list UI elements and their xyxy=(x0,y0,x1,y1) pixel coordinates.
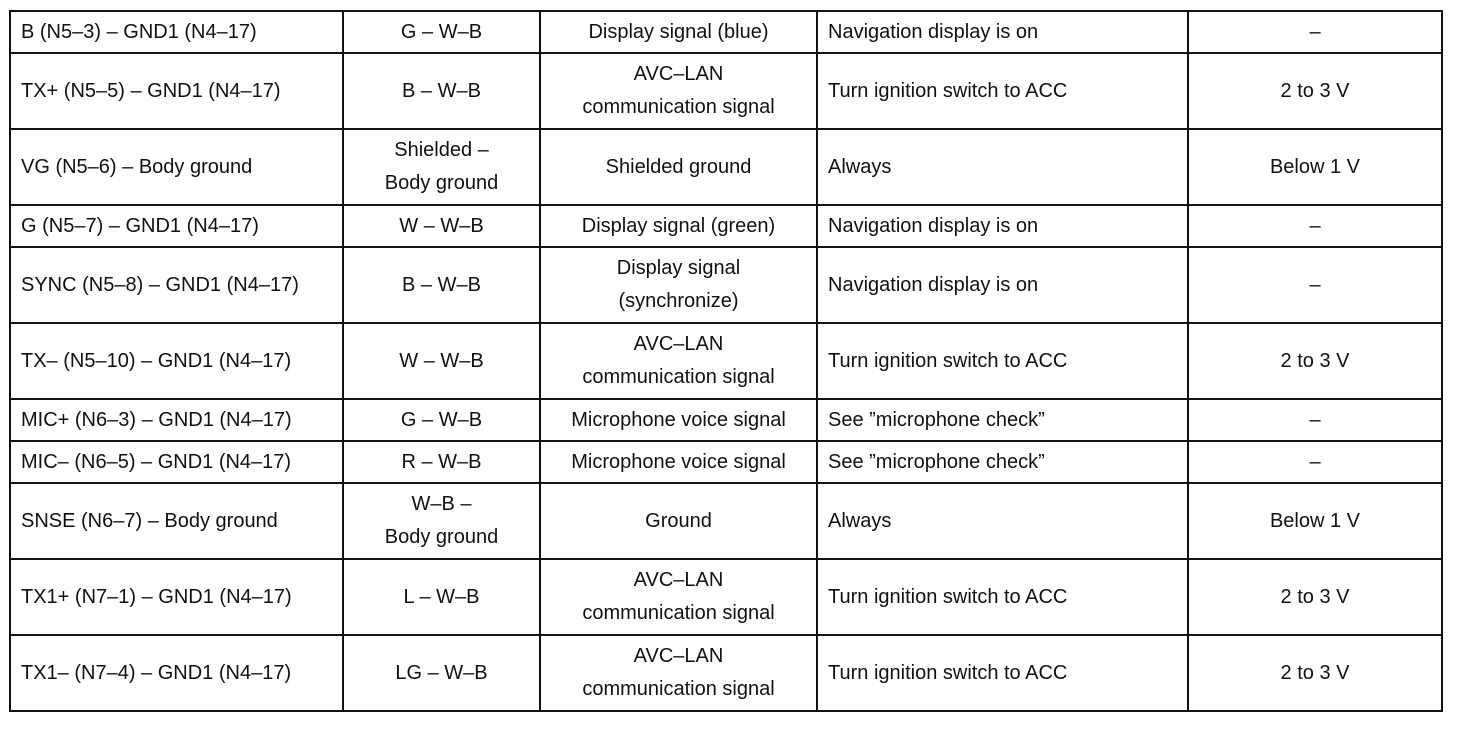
description-cell: AVC–LAN communication signal xyxy=(540,559,817,635)
table-row xyxy=(10,205,1442,247)
terminal-cell: SYNC (N5–8) – GND1 (N4–17) xyxy=(10,247,343,323)
wiring-color-cell: B – W–B xyxy=(343,247,540,323)
table-row xyxy=(10,323,1442,399)
table-row xyxy=(10,11,1442,53)
wiring-color-cell: Shielded – Body ground xyxy=(343,129,540,205)
condition-cell: Always xyxy=(817,129,1188,205)
specified-condition-cell: – xyxy=(1188,247,1442,323)
specified-condition-cell: 2 to 3 V xyxy=(1188,323,1442,399)
condition-cell: See ”microphone check” xyxy=(817,441,1188,483)
specified-condition-cell: – xyxy=(1188,11,1442,53)
wiring-color-cell: G – W–B xyxy=(343,399,540,441)
table-row xyxy=(10,53,1442,129)
condition-cell: Turn ignition switch to ACC xyxy=(817,323,1188,399)
description-cell: AVC–LAN communication signal xyxy=(540,323,817,399)
condition-cell: See ”microphone check” xyxy=(817,399,1188,441)
specified-condition-cell: – xyxy=(1188,441,1442,483)
specified-condition-cell: 2 to 3 V xyxy=(1188,53,1442,129)
description-cell: AVC–LAN communication signal xyxy=(540,635,817,711)
wiring-color-cell: LG – W–B xyxy=(343,635,540,711)
description-cell: Display signal (synchronize) xyxy=(540,247,817,323)
specified-condition-cell: Below 1 V xyxy=(1188,129,1442,205)
terminal-cell: SNSE (N6–7) – Body ground xyxy=(10,483,343,559)
description-cell: Display signal (green) xyxy=(540,205,817,247)
description-cell: Ground xyxy=(540,483,817,559)
condition-cell: Turn ignition switch to ACC xyxy=(817,53,1188,129)
condition-cell: Always xyxy=(817,483,1188,559)
condition-cell: Navigation display is on xyxy=(817,247,1188,323)
specified-condition-cell: – xyxy=(1188,205,1442,247)
condition-cell: Turn ignition switch to ACC xyxy=(817,559,1188,635)
wiring-color-cell: L – W–B xyxy=(343,559,540,635)
description-cell: Shielded ground xyxy=(540,129,817,205)
description-cell: AVC–LAN communication signal xyxy=(540,53,817,129)
condition-cell: Turn ignition switch to ACC xyxy=(817,635,1188,711)
wiring-color-cell: W – W–B xyxy=(343,323,540,399)
specified-condition-cell: 2 to 3 V xyxy=(1188,559,1442,635)
terminal-cell: TX+ (N5–5) – GND1 (N4–17) xyxy=(10,53,343,129)
terminal-cell: B (N5–3) – GND1 (N4–17) xyxy=(10,11,343,53)
terminal-cell: TX– (N5–10) – GND1 (N4–17) xyxy=(10,323,343,399)
table-row xyxy=(10,441,1442,483)
specified-condition-cell: Below 1 V xyxy=(1188,483,1442,559)
table-body xyxy=(10,11,1442,711)
wiring-color-cell: G – W–B xyxy=(343,11,540,53)
terminal-cell: MIC– (N6–5) – GND1 (N4–17) xyxy=(10,441,343,483)
specified-condition-cell: – xyxy=(1188,399,1442,441)
specified-condition-cell: 2 to 3 V xyxy=(1188,635,1442,711)
wiring-color-cell: W–B – Body ground xyxy=(343,483,540,559)
table-row xyxy=(10,483,1442,559)
terminal-cell: TX1+ (N7–1) – GND1 (N4–17) xyxy=(10,559,343,635)
description-cell: Microphone voice signal xyxy=(540,441,817,483)
description-cell: Microphone voice signal xyxy=(540,399,817,441)
condition-cell: Navigation display is on xyxy=(817,11,1188,53)
terminal-cell: TX1– (N7–4) – GND1 (N4–17) xyxy=(10,635,343,711)
wiring-color-cell: W – W–B xyxy=(343,205,540,247)
description-cell: Display signal (blue) xyxy=(540,11,817,53)
condition-cell: Navigation display is on xyxy=(817,205,1188,247)
wiring-color-cell: B – W–B xyxy=(343,53,540,129)
table-row xyxy=(10,559,1442,635)
wiring-color-cell: R – W–B xyxy=(343,441,540,483)
table-row xyxy=(10,247,1442,323)
table-row xyxy=(10,399,1442,441)
table-row xyxy=(10,129,1442,205)
table-row xyxy=(10,635,1442,711)
terminal-spec-table xyxy=(9,10,1443,712)
terminal-cell: G (N5–7) – GND1 (N4–17) xyxy=(10,205,343,247)
terminal-cell: MIC+ (N6–3) – GND1 (N4–17) xyxy=(10,399,343,441)
terminal-cell: VG (N5–6) – Body ground xyxy=(10,129,343,205)
